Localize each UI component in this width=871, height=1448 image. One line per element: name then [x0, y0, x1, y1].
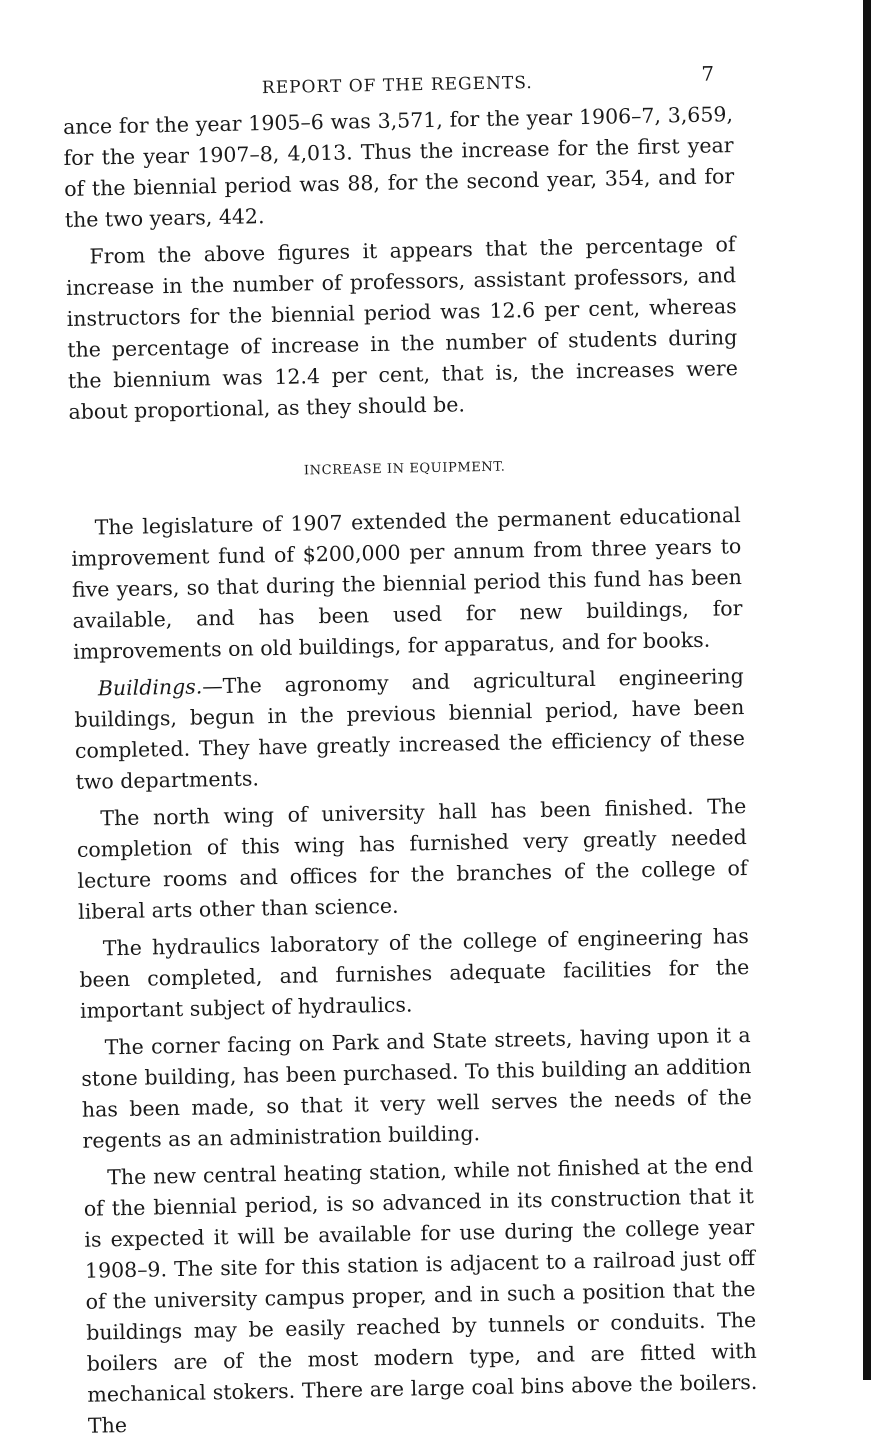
buildings-run-in-label: Buildings.: [97, 674, 203, 701]
buildings-text: —The agronomy and agricultural engineering buildings, begun in the previous biennial period, have been completed. They have greatly increased the efficiency of these two departments.: [74, 664, 746, 794]
scan-edge: [863, 0, 871, 1380]
paragraph-buildings: [74, 661, 746, 798]
paragraph-hydraulics-laboratory: The hydraulics laboratory of the college of engineering has been completed, and furnishes adequate facilities for the important subject of hydraulics.: [79, 923, 750, 1023]
paragraph-heating-station: The new central heating station, while not finished at the end of the biennial period, is so advanced in its construction that it is expected it will be available for use during the college year 1908–9. The site for this station is adjacent to a railroad just off of the university campus proper, and in such a position that the buildings may be easily reached by tunnels or conduits. The boilers are of the most modern type, and are fitted with mechanical stokers. There are large coal bins above the boilers. The: [83, 1152, 758, 1438]
running-title: REPORT OF THE REGENTS.: [261, 72, 533, 99]
paragraph-north-wing: The north wing of university hall has been finished. The completion of this wing has furnished very greatly needed lecture rooms and offices for the branches of the college of liberal arts other than science.: [76, 794, 748, 924]
paragraph-attendance-continued: ance for the year 1905–6 was 3,571, for the year 1906–7, 3,659, for the year 1907–8, 4,013. Thus the increase for the first year of the biennial period was 88, for the second year, 354, and for the two years, 442.: [62, 102, 735, 232]
document-page: [62, 59, 758, 1448]
paragraph-percentage-increase: From the above figures it appears that the percentage of increase in the number of professors, assistant professors, and instructors for the biennial period was 12.6 per cent, whereas the percentage of increase in the number of students during the biennium was 12.4 per cent, that is, the increases were about proportional, as they should be.: [65, 232, 739, 424]
paragraph-improvement-fund: The legislature of 1907 extended the permanent educational improvement fund of $200,000 per annum from three years to five years, so that during the biennial period this fund has been available, and has been used for new buildings, for improvements on old buildings, for apparatus, and for books.: [71, 503, 743, 664]
paragraph-administration-building: The corner facing on Park and State streets, having upon it a stone building, has been purchased. To this building an addition has been made, so that it very well serves the needs of the regents as an administration building.: [81, 1022, 753, 1153]
page-number: 7: [701, 61, 715, 86]
section-heading: INCREASE IN EQUIPMENT.: [303, 459, 506, 479]
